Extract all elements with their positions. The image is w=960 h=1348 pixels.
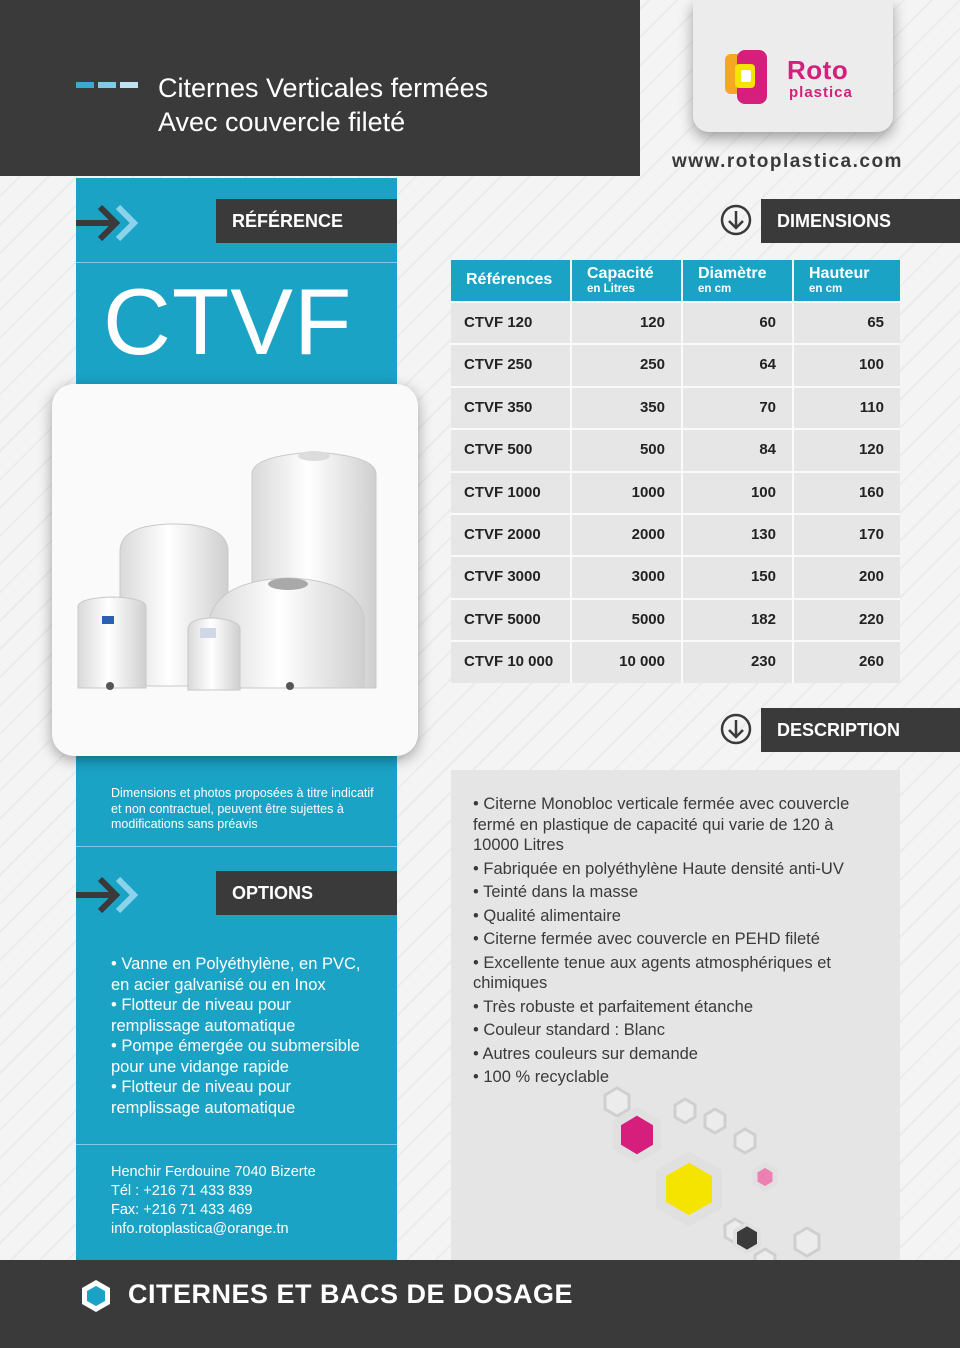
logo-subname: plastica — [789, 84, 853, 101]
page-title-line2: Avec couvercle fileté — [158, 107, 406, 137]
contact-phone: Tél : +216 71 433 839 — [111, 1183, 253, 1199]
table-row — [451, 640, 900, 682]
table-cell-value: 110 — [794, 386, 900, 428]
table-cell-value: 64 — [683, 343, 794, 385]
table-header-row — [451, 260, 900, 301]
table-cell-value: 65 — [794, 301, 900, 343]
logo-card — [693, 0, 893, 132]
table-row — [451, 598, 900, 640]
table-cell-value: 120 — [794, 428, 900, 470]
table-header-height: Hauteur en cm — [794, 260, 900, 301]
table-cell-reference: CTVF 120 — [451, 301, 572, 343]
table-cell-value: 84 — [683, 428, 794, 470]
table-body — [451, 301, 900, 683]
option-item: • Vanne en Polyéthylène, en PVC, en acier galvanisé ou en Inox — [111, 955, 361, 994]
description-item: • Autres couleurs sur demande — [473, 1044, 698, 1063]
table-cell-value: 250 — [572, 343, 683, 385]
hexagon-icon — [78, 1278, 114, 1314]
table-cell-value: 500 — [572, 428, 683, 470]
table-cell-value: 230 — [683, 640, 794, 682]
tanks-illustration — [52, 384, 418, 756]
table-cell-reference: CTVF 2000 — [451, 513, 572, 555]
option-item: • Flotteur de niveau pour remplissage automatique — [111, 1078, 296, 1117]
product-code: CTVF — [103, 269, 353, 374]
double-chevron-right-icon — [76, 204, 140, 242]
table-cell-value: 3000 — [572, 555, 683, 597]
table-header-diameter: Diamètre en cm — [683, 260, 794, 301]
contact-fax: Fax: +216 71 433 469 — [111, 1202, 253, 1218]
arrow-down-circle-icon — [720, 713, 752, 745]
table-row — [451, 471, 900, 513]
divider — [76, 846, 397, 847]
dimensions-label: DIMENSIONS — [761, 199, 960, 243]
table-row — [451, 301, 900, 343]
divider — [76, 262, 397, 263]
table-cell-value: 170 — [794, 513, 900, 555]
description-item: • Qualité alimentaire — [473, 906, 621, 925]
table-cell-reference: CTVF 5000 — [451, 598, 572, 640]
hexagon-decoration — [585, 1085, 845, 1285]
roto-logo-icon — [723, 50, 769, 104]
divider — [76, 1144, 397, 1145]
table-cell-value: 120 — [572, 301, 683, 343]
product-photo-card — [52, 384, 418, 756]
table-cell-value: 2000 — [572, 513, 683, 555]
description-item: • Couleur standard : Blanc — [473, 1021, 665, 1039]
table-row — [451, 386, 900, 428]
table-cell-value: 60 — [683, 301, 794, 343]
table-cell-reference: CTVF 500 — [451, 428, 572, 470]
table-row — [451, 343, 900, 385]
description-item: • 100 % recyclable — [473, 1068, 610, 1086]
table-row — [451, 513, 900, 555]
table-cell-value: 5000 — [572, 598, 683, 640]
table-cell-value: 260 — [794, 640, 900, 682]
table-row — [451, 555, 900, 597]
description-item: • Fabriquée en polyéthylène Haute densité anti-UV — [473, 859, 844, 878]
table-cell-value: 220 — [794, 598, 900, 640]
options-list — [111, 954, 383, 1118]
dimensions-table — [451, 260, 900, 683]
table-cell-value: 100 — [683, 471, 794, 513]
website-link[interactable]: www.rotoplastica.com — [672, 151, 903, 172]
table-cell-reference: CTVF 3000 — [451, 555, 572, 597]
table-cell-value: 182 — [683, 598, 794, 640]
description-item: • Citerne fermée avec couvercle en PEHD fileté — [473, 930, 820, 948]
description-item: • Teinté dans la masse — [473, 883, 639, 901]
table-cell-value: 150 — [683, 555, 794, 597]
table-cell-value: 1000 — [572, 471, 683, 513]
disclaimer-text: Dimensions et photos proposées à titre indicatif et non contractuel, peuvent être sujettes à modifications sans préavis — [111, 786, 374, 831]
contact-email[interactable]: info.rotoplastica@orange.tn — [111, 1221, 289, 1237]
table-cell-value: 100 — [794, 343, 900, 385]
contact-block — [111, 1163, 316, 1239]
contact-address: Henchir Ferdouine 7040 Bizerte — [111, 1164, 316, 1180]
footer-title: CITERNES ET BACS DE DOSAGE — [128, 1279, 574, 1309]
double-chevron-right-icon — [76, 876, 140, 914]
arrow-down-circle-icon — [720, 204, 752, 236]
table-cell-reference: CTVF 1000 — [451, 471, 572, 513]
title-dashes-decoration — [76, 82, 138, 88]
description-item: • Excellente tenue aux agents atmosphériques et chimiques — [473, 953, 832, 992]
page-title-line1: Citernes Verticales fermées — [158, 73, 489, 103]
description-list — [473, 794, 883, 1091]
option-item: • Pompe émergée ou submersible pour une vidange rapide — [111, 1037, 360, 1076]
reference-label: RÉFÉRENCE — [216, 199, 397, 243]
logo-name: Roto — [787, 55, 849, 85]
option-item: • Flotteur de niveau pour remplissage automatique — [111, 996, 296, 1035]
options-label: OPTIONS — [216, 871, 397, 915]
table-cell-reference: CTVF 350 — [451, 386, 572, 428]
description-label: DESCRIPTION — [761, 708, 960, 752]
description-item: • Très robuste et parfaitement étanche — [473, 997, 754, 1016]
table-cell-value: 130 — [683, 513, 794, 555]
table-cell-value: 200 — [794, 555, 900, 597]
table-cell-value: 160 — [794, 471, 900, 513]
table-cell-value: 70 — [683, 386, 794, 428]
table-header-capacity: Capacité en Litres — [572, 260, 683, 301]
table-cell-reference: CTVF 250 — [451, 343, 572, 385]
table-cell-reference: CTVF 10 000 — [451, 640, 572, 682]
table-cell-value: 10 000 — [572, 640, 683, 682]
description-item: • Citerne Monobloc verticale fermée avec couvercle fermé en plastique de capacité qui varie de 120 à 10000 Litres — [473, 795, 850, 854]
table-header-references: Références — [451, 260, 572, 301]
table-cell-value: 350 — [572, 386, 683, 428]
table-row — [451, 428, 900, 470]
